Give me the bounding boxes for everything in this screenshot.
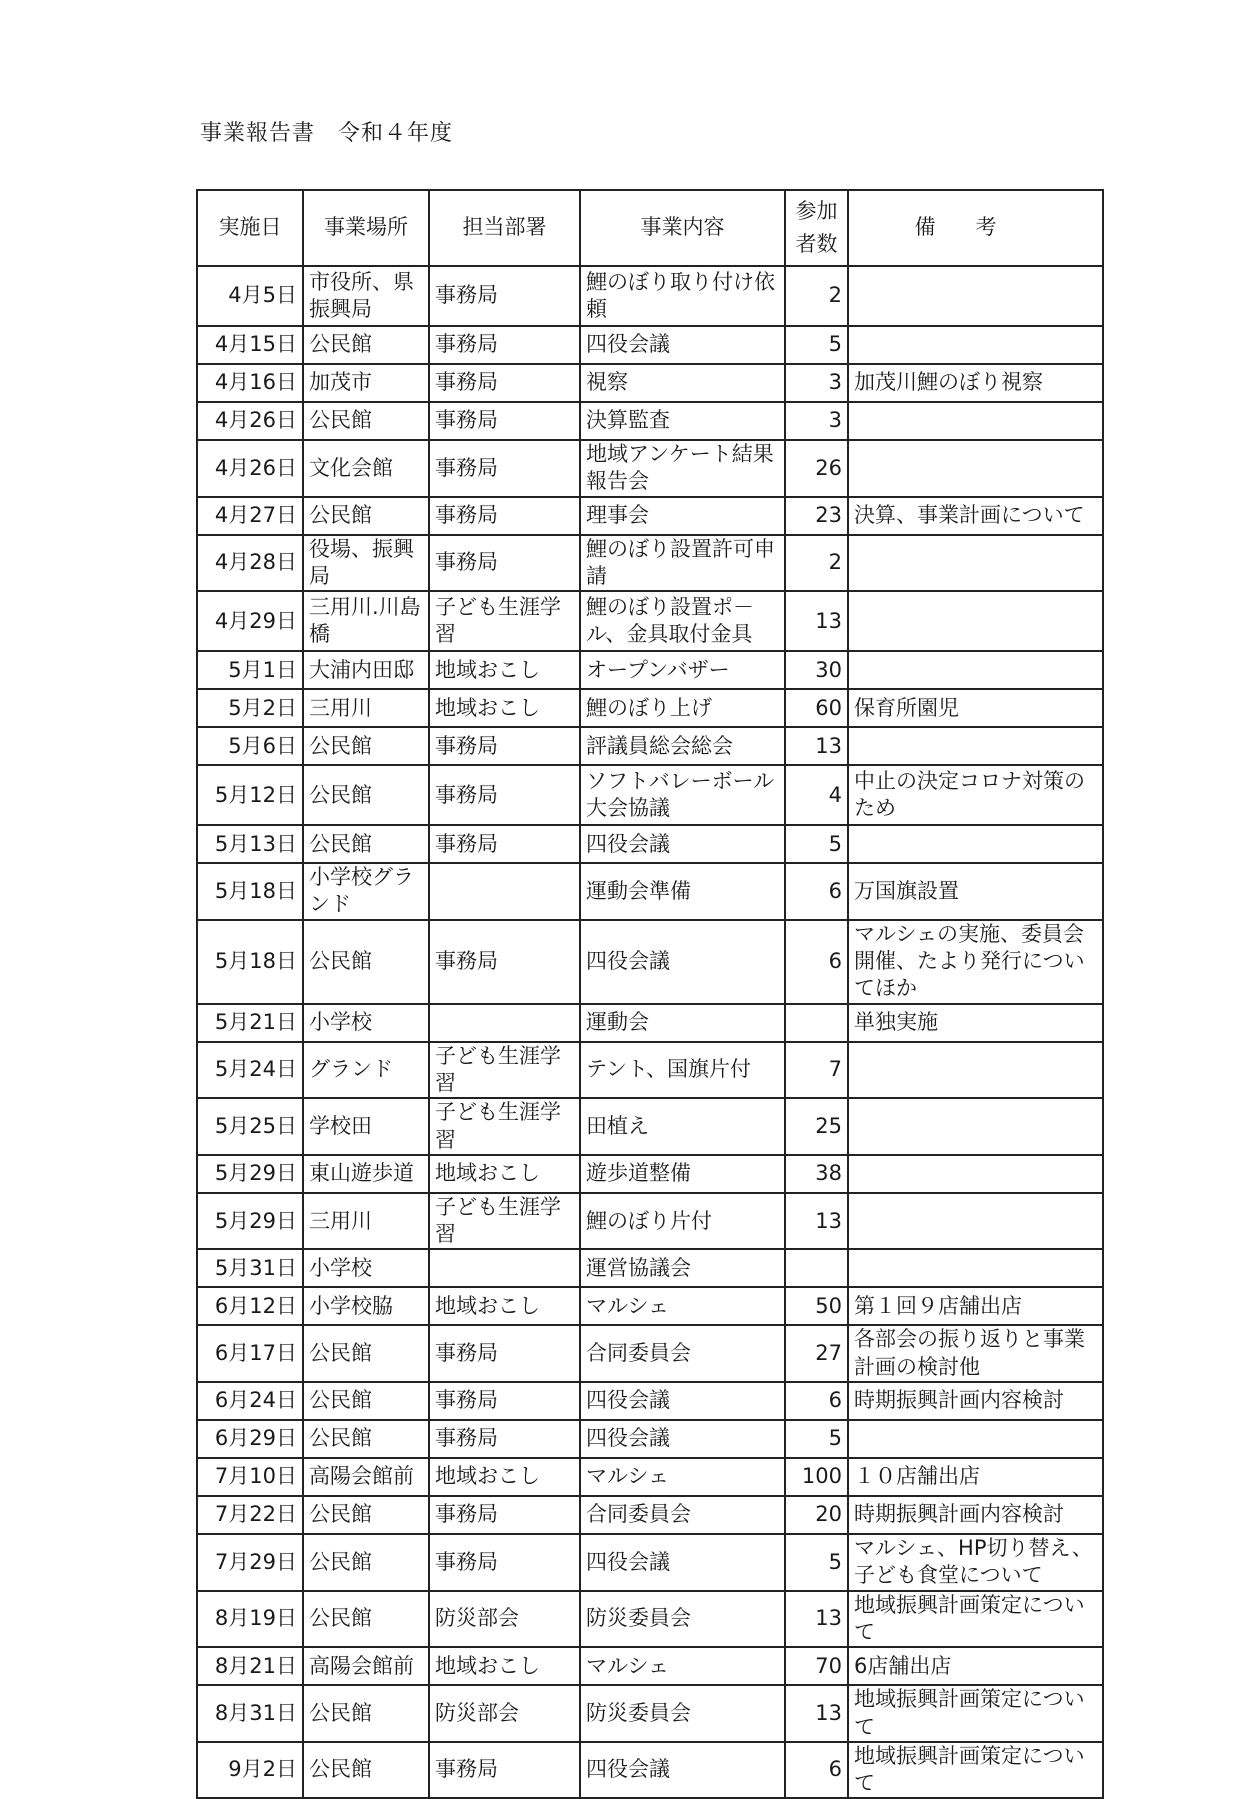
cell-content: 鯉のぼり設置許可申請 — [580, 535, 785, 592]
cell-notes: 加茂川鯉のぼり視察 — [848, 364, 1103, 402]
cell-count: 5 — [785, 825, 848, 863]
cell-place: 公民館 — [303, 1382, 429, 1420]
cell-dept: 事務局 — [429, 1742, 580, 1799]
cell-date: 6月29日 — [197, 1420, 303, 1458]
cell-date: 5月18日 — [197, 863, 303, 920]
cell-notes — [848, 591, 1103, 651]
table-row — [197, 765, 1103, 825]
cell-notes — [848, 326, 1103, 364]
cell-place: 公民館 — [303, 1496, 429, 1534]
cell-notes: 地域振興計画策定について — [848, 1742, 1103, 1799]
table-row — [197, 1685, 1103, 1742]
cell-content: マルシェ — [580, 1458, 785, 1496]
cell-dept: 事務局 — [429, 364, 580, 402]
cell-count: 6 — [785, 1742, 848, 1799]
header-notes: 備考 — [848, 190, 1103, 266]
cell-date: 4月27日 — [197, 497, 303, 535]
cell-count: 7 — [785, 1042, 848, 1099]
cell-dept: 防災部会 — [429, 1685, 580, 1742]
cell-place: 公民館 — [303, 402, 429, 440]
cell-date: 4月26日 — [197, 440, 303, 497]
cell-content: 評議員総会総会 — [580, 727, 785, 765]
cell-count: 2 — [785, 266, 848, 326]
table-row — [197, 920, 1103, 1004]
cell-count: 6 — [785, 1382, 848, 1420]
cell-notes: 地域振興計画策定について — [848, 1685, 1103, 1742]
cell-content: 合同委員会 — [580, 1496, 785, 1534]
cell-dept: 事務局 — [429, 727, 580, 765]
cell-dept — [429, 1004, 580, 1042]
cell-date: 9月2日 — [197, 1742, 303, 1799]
cell-place: 三用川 — [303, 1193, 429, 1250]
table-row — [197, 1249, 1103, 1287]
table-row — [197, 364, 1103, 402]
cell-content: 四役会議 — [580, 326, 785, 364]
cell-count: 13 — [785, 1193, 848, 1250]
cell-date: 4月26日 — [197, 402, 303, 440]
cell-count — [785, 1249, 848, 1287]
cell-count: 3 — [785, 364, 848, 402]
table-row — [197, 1647, 1103, 1685]
cell-date: 5月1日 — [197, 651, 303, 689]
header-content: 事業内容 — [580, 190, 785, 266]
cell-dept: 事務局 — [429, 266, 580, 326]
cell-content: 運動会 — [580, 1004, 785, 1042]
cell-content: 四役会議 — [580, 1420, 785, 1458]
table-row — [197, 535, 1103, 592]
cell-notes — [848, 1098, 1103, 1155]
cell-content: 四役会議 — [580, 1742, 785, 1799]
cell-place: 役場、振興局 — [303, 535, 429, 592]
cell-content: 防災委員会 — [580, 1685, 785, 1742]
cell-count: 20 — [785, 1496, 848, 1534]
table-row — [197, 727, 1103, 765]
cell-count: 5 — [785, 1420, 848, 1458]
cell-place: 公民館 — [303, 727, 429, 765]
table-row — [197, 863, 1103, 920]
cell-dept: 子ども生涯学習 — [429, 1042, 580, 1099]
cell-content: 四役会議 — [580, 1534, 785, 1591]
cell-count: 13 — [785, 727, 848, 765]
cell-date: 5月2日 — [197, 689, 303, 727]
cell-content: 鯉のぼり取り付け依頼 — [580, 266, 785, 326]
table-row — [197, 1098, 1103, 1155]
table-row — [197, 402, 1103, 440]
cell-dept: 事務局 — [429, 1325, 580, 1382]
cell-notes — [848, 1042, 1103, 1099]
cell-count: 60 — [785, 689, 848, 727]
cell-content: 鯉のぼり片付 — [580, 1193, 785, 1250]
cell-place: 文化会館 — [303, 440, 429, 497]
cell-date: 5月29日 — [197, 1155, 303, 1193]
cell-count: 50 — [785, 1287, 848, 1325]
cell-notes: 保育所園児 — [848, 689, 1103, 727]
cell-content: 鯉のぼり上げ — [580, 689, 785, 727]
cell-count: 13 — [785, 1591, 848, 1648]
cell-place: 三用川.川島橋 — [303, 591, 429, 651]
cell-dept: 事務局 — [429, 765, 580, 825]
cell-date: 4月29日 — [197, 591, 303, 651]
table-row — [197, 1193, 1103, 1250]
activity-report-table — [196, 189, 1104, 1799]
cell-date: 5月25日 — [197, 1098, 303, 1155]
cell-content: 鯉のぼり設置ポ－ル、金具取付金具 — [580, 591, 785, 651]
cell-date: 4月5日 — [197, 266, 303, 326]
table-body — [197, 266, 1103, 1798]
table-row — [197, 1287, 1103, 1325]
cell-content: 決算監査 — [580, 402, 785, 440]
cell-count: 13 — [785, 591, 848, 651]
cell-place: 三用川 — [303, 689, 429, 727]
cell-dept: 事務局 — [429, 1382, 580, 1420]
table-row — [197, 266, 1103, 326]
cell-dept — [429, 1249, 580, 1287]
table-row — [197, 1458, 1103, 1496]
cell-count: 3 — [785, 402, 848, 440]
cell-notes — [848, 535, 1103, 592]
cell-notes — [848, 825, 1103, 863]
cell-place: 小学校 — [303, 1249, 429, 1287]
document-title: 事業報告書 令和４年度 — [200, 121, 454, 146]
cell-notes: 万国旗設置 — [848, 863, 1103, 920]
cell-count: 25 — [785, 1098, 848, 1155]
table-row — [197, 326, 1103, 364]
cell-notes: 時期振興計画内容検討 — [848, 1496, 1103, 1534]
table-row — [197, 1325, 1103, 1382]
cell-dept: 防災部会 — [429, 1591, 580, 1648]
cell-notes — [848, 1155, 1103, 1193]
cell-dept: 子ども生涯学習 — [429, 1193, 580, 1250]
cell-count: 23 — [785, 497, 848, 535]
cell-place: 公民館 — [303, 920, 429, 1004]
cell-dept: 地域おこし — [429, 651, 580, 689]
cell-dept: 地域おこし — [429, 689, 580, 727]
header-count — [785, 190, 848, 266]
cell-content: 合同委員会 — [580, 1325, 785, 1382]
cell-date: 5月24日 — [197, 1042, 303, 1099]
cell-place: 公民館 — [303, 1534, 429, 1591]
cell-content: 四役会議 — [580, 825, 785, 863]
cell-dept: 子ども生涯学習 — [429, 1098, 580, 1155]
header-count-line1: 参加 — [795, 199, 838, 224]
table-row — [197, 497, 1103, 535]
cell-notes: 各部会の振り返りと事業計画の検討他 — [848, 1325, 1103, 1382]
cell-count — [785, 1004, 848, 1042]
cell-date: 5月6日 — [197, 727, 303, 765]
cell-notes: 単独実施 — [848, 1004, 1103, 1042]
table-row — [197, 1591, 1103, 1648]
cell-dept: 事務局 — [429, 535, 580, 592]
cell-notes: マルシェの実施、委員会開催、たより発行についてほか — [848, 920, 1103, 1004]
cell-place: 高陽会館前 — [303, 1647, 429, 1685]
cell-place: 公民館 — [303, 1685, 429, 1742]
cell-content: 防災委員会 — [580, 1591, 785, 1648]
cell-notes: 地域振興計画策定について — [848, 1591, 1103, 1648]
cell-date: 8月19日 — [197, 1591, 303, 1648]
cell-content: テント、国旗片付 — [580, 1042, 785, 1099]
header-date: 実施日 — [197, 190, 303, 266]
cell-notes — [848, 1249, 1103, 1287]
cell-notes: 時期振興計画内容検討 — [848, 1382, 1103, 1420]
cell-dept: 事務局 — [429, 1534, 580, 1591]
cell-place: 公民館 — [303, 497, 429, 535]
cell-place: 小学校グランド — [303, 863, 429, 920]
cell-notes: 第１回９店舗出店 — [848, 1287, 1103, 1325]
cell-content: 視察 — [580, 364, 785, 402]
cell-dept: 事務局 — [429, 440, 580, 497]
table-row — [197, 1382, 1103, 1420]
table-row — [197, 689, 1103, 727]
cell-notes — [848, 1420, 1103, 1458]
cell-dept: 地域おこし — [429, 1458, 580, 1496]
cell-notes: 6店舗出店 — [848, 1647, 1103, 1685]
cell-notes: マルシェ、HP切り替え、子ども食堂について — [848, 1534, 1103, 1591]
cell-place: 公民館 — [303, 1420, 429, 1458]
cell-count: 5 — [785, 326, 848, 364]
cell-count: 100 — [785, 1458, 848, 1496]
cell-notes: １０店舗出店 — [848, 1458, 1103, 1496]
cell-place: 公民館 — [303, 1591, 429, 1648]
table-row — [197, 1420, 1103, 1458]
cell-count: 30 — [785, 651, 848, 689]
cell-notes — [848, 266, 1103, 326]
cell-date: 6月17日 — [197, 1325, 303, 1382]
cell-count: 13 — [785, 1685, 848, 1742]
table-row — [197, 1534, 1103, 1591]
cell-place: 公民館 — [303, 825, 429, 863]
cell-date: 4月15日 — [197, 326, 303, 364]
cell-date: 5月31日 — [197, 1249, 303, 1287]
cell-date: 4月16日 — [197, 364, 303, 402]
cell-date: 6月24日 — [197, 1382, 303, 1420]
cell-count: 6 — [785, 920, 848, 1004]
header-dept: 担当部署 — [429, 190, 580, 266]
cell-content: 田植え — [580, 1098, 785, 1155]
header-place: 事業場所 — [303, 190, 429, 266]
cell-dept: 事務局 — [429, 402, 580, 440]
cell-place: 小学校脇 — [303, 1287, 429, 1325]
cell-date: 6月12日 — [197, 1287, 303, 1325]
cell-place: 小学校 — [303, 1004, 429, 1042]
cell-content: 理事会 — [580, 497, 785, 535]
cell-dept: 事務局 — [429, 1496, 580, 1534]
cell-count: 4 — [785, 765, 848, 825]
cell-content: 遊歩道整備 — [580, 1155, 785, 1193]
cell-dept: 事務局 — [429, 326, 580, 364]
cell-content: マルシェ — [580, 1647, 785, 1685]
cell-place: 市役所、県振興局 — [303, 266, 429, 326]
table-row — [197, 651, 1103, 689]
cell-dept: 地域おこし — [429, 1647, 580, 1685]
cell-notes — [848, 440, 1103, 497]
cell-place: 高陽会館前 — [303, 1458, 429, 1496]
cell-place: 公民館 — [303, 326, 429, 364]
cell-content: マルシェ — [580, 1287, 785, 1325]
cell-date: 4月28日 — [197, 535, 303, 592]
cell-place: 加茂市 — [303, 364, 429, 402]
cell-notes — [848, 1193, 1103, 1250]
cell-content: オープンバザー — [580, 651, 785, 689]
cell-date: 8月31日 — [197, 1685, 303, 1742]
cell-date: 7月22日 — [197, 1496, 303, 1534]
cell-count: 38 — [785, 1155, 848, 1193]
header-count-line2: 者数 — [795, 232, 838, 256]
table-header-row — [197, 190, 1103, 266]
cell-notes — [848, 651, 1103, 689]
table-row — [197, 1004, 1103, 1042]
cell-notes: 中止の決定コロナ対策のため — [848, 765, 1103, 825]
cell-place: 大浦内田邸 — [303, 651, 429, 689]
cell-date: 5月29日 — [197, 1193, 303, 1250]
cell-dept: 事務局 — [429, 825, 580, 863]
table-row — [197, 1155, 1103, 1193]
table-row — [197, 1742, 1103, 1799]
cell-date: 5月21日 — [197, 1004, 303, 1042]
cell-content: 地域アンケート結果報告会 — [580, 440, 785, 497]
cell-dept: 事務局 — [429, 920, 580, 1004]
cell-notes — [848, 402, 1103, 440]
cell-count: 27 — [785, 1325, 848, 1382]
cell-notes — [848, 727, 1103, 765]
cell-date: 8月21日 — [197, 1647, 303, 1685]
cell-content: 運営協議会 — [580, 1249, 785, 1287]
cell-content: ソフトバレーボール大会協議 — [580, 765, 785, 825]
cell-place: 学校田 — [303, 1098, 429, 1155]
table-row — [197, 591, 1103, 651]
cell-date: 5月13日 — [197, 825, 303, 863]
cell-date: 5月12日 — [197, 765, 303, 825]
cell-count: 6 — [785, 863, 848, 920]
cell-place: 公民館 — [303, 1742, 429, 1799]
cell-dept: 子ども生涯学習 — [429, 591, 580, 651]
table-row — [197, 440, 1103, 497]
cell-content: 四役会議 — [580, 920, 785, 1004]
cell-date: 7月29日 — [197, 1534, 303, 1591]
cell-date: 5月18日 — [197, 920, 303, 1004]
cell-date: 7月10日 — [197, 1458, 303, 1496]
cell-notes: 決算、事業計画について — [848, 497, 1103, 535]
cell-place: グランド — [303, 1042, 429, 1099]
cell-content: 四役会議 — [580, 1382, 785, 1420]
cell-count: 5 — [785, 1534, 848, 1591]
cell-dept: 事務局 — [429, 1420, 580, 1458]
cell-count: 2 — [785, 535, 848, 592]
table-row — [197, 825, 1103, 863]
cell-dept — [429, 863, 580, 920]
cell-count: 70 — [785, 1647, 848, 1685]
cell-dept: 地域おこし — [429, 1287, 580, 1325]
table-row — [197, 1496, 1103, 1534]
cell-place: 公民館 — [303, 1325, 429, 1382]
cell-count: 26 — [785, 440, 848, 497]
table-row — [197, 1042, 1103, 1099]
cell-place: 東山遊歩道 — [303, 1155, 429, 1193]
cell-place: 公民館 — [303, 765, 429, 825]
cell-content: 運動会準備 — [580, 863, 785, 920]
cell-dept: 地域おこし — [429, 1155, 580, 1193]
cell-dept: 事務局 — [429, 497, 580, 535]
